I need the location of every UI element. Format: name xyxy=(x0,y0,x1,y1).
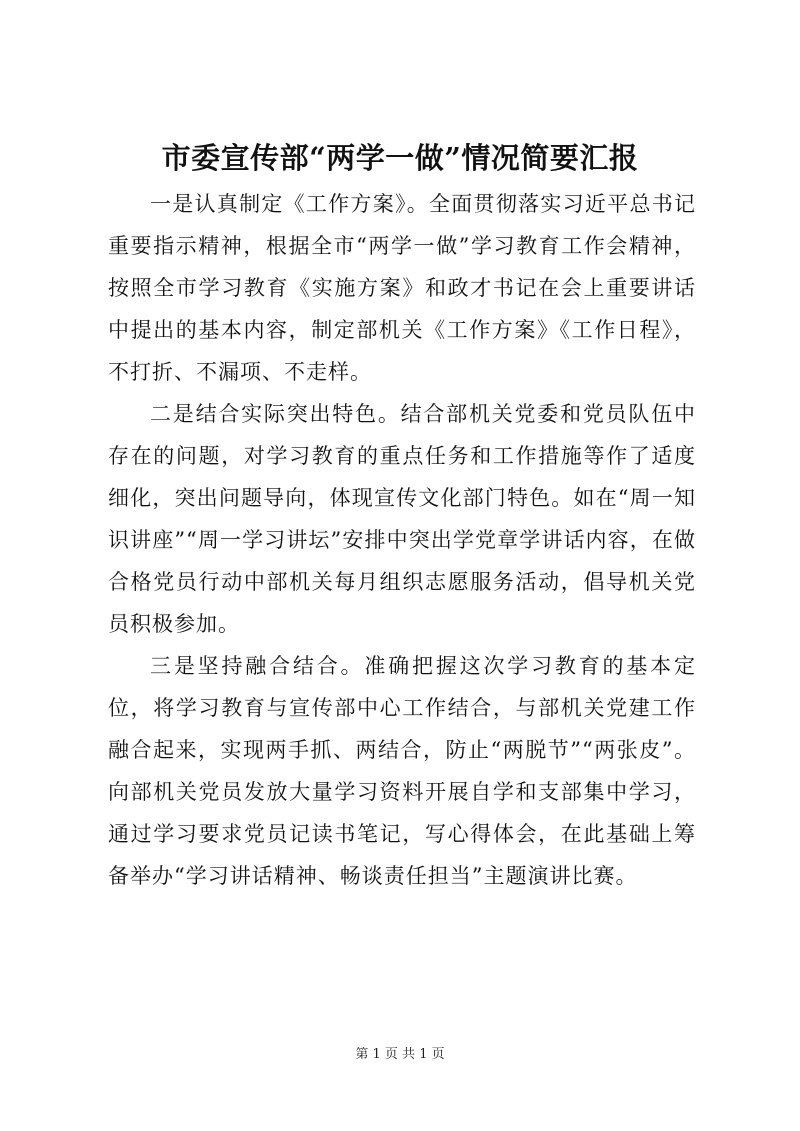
document-title: 市委宣传部“两学一做”情况简要汇报 xyxy=(161,141,639,175)
paragraph-2: 二是结合实际突出特色。结合部机关党委和党员队伍中存在的问题，对学习教育的重点任务和工作措施等作了适度细化，突出问题导向，体现宣传文化部门特色。如在“周一知识讲座”“周一学习讲坛”安排中突出学党章学讲话内容，在做合格党员行动中部机关每月组织志愿服务活动，倡导机关党员积极参加。 xyxy=(108,402,696,636)
document-body xyxy=(108,183,696,897)
paragraph-3: 三是坚持融合结合。准确把握这次学习教育的基本定位，将学习教育与宣传部中心工作结合，与部机关党建工作融合起来，实现两手抓、两结合，防止“两脱节”“两张皮”。向部机关党员发放大量学习资料开展自学和支部集中学习，通过学习要求党员记读书笔记，写心得体会，在此基础上筹备举办“学习讲话精神、畅谈责任担当”主题演讲比赛。 xyxy=(108,654,696,888)
paragraph-1: 一是认真制定《工作方案》。全面贯彻落实习近平总书记重要指示精神，根据全市“两学一做”学习教育工作会精神，按照全市学习教育《实施方案》和政才书记在会上重要讲话中提出的基本内容，制定部机关《工作方案》《工作日程》，不打折、不漏项、不走样。 xyxy=(108,192,696,384)
page-footer: 第 1 页 共 1 页 xyxy=(355,1047,445,1062)
